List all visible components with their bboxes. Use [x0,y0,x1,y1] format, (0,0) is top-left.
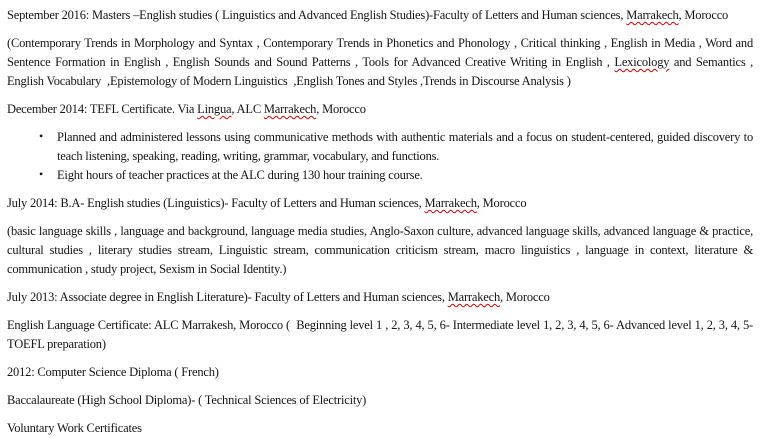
misspelled-word: Marrakech [626,8,679,22]
text-run: , ALC [231,102,264,116]
paragraph [7,194,753,213]
text-run: Baccalaureate (High School Diploma)- ( Technical Sciences of Electricity) [7,393,367,407]
paragraph [7,288,753,307]
text-run: , Morocco [316,102,366,116]
paragraph [7,316,753,354]
text-run: English Language Certificate: ALC Marrakesh, Morocco ( Beginning level 1 , 2, 3, 4, 5, 6- Intermediate level 1, 2, 3, 4, 5, 6- Advanced level 1, 2, 3, 4, 5- TOEFL preparation) [7,318,753,351]
misspelled-word: Lingua [197,102,232,116]
text-run: Eight hours of teacher practices at the ALC during 130 hour training course. [57,168,423,182]
text-run: (Contemporary Trends in Morphology and Syntax , Contemporary Trends in Phonetics and Phonology , Critical thinking , English in Media , Word and Sentence Formation in English , English Sounds and Sound Patterns , Tools for Advanced Creative Writing in English , [7,36,753,69]
text-run: 2012: Computer Science Diploma ( French) [7,365,219,379]
paragraph [7,363,753,382]
text-run: Voluntary Work Certificates [7,421,142,435]
paragraph [7,391,753,410]
bullet-icon: • [39,129,44,143]
misspelled-word: Marrakech [424,196,477,210]
text-run: December 2014: TEFL Certificate. Via [7,102,198,116]
text-run: , Morocco [678,8,729,22]
list-item [7,128,753,166]
bullet-icon: • [39,167,44,181]
paragraph [7,34,753,91]
bullet-list [7,128,753,185]
text-run: September 2016: Masters –English studies ( Linguistics and Advanced English Studies)-Faculty of Letters and Human sciences, [7,8,627,22]
misspelled-word: Marrakech [447,290,501,304]
text-run: , Morocco [500,290,550,304]
text-run: , Morocco [476,196,527,210]
paragraph [7,6,753,25]
misspelled-word: Marrakech [263,102,317,116]
text-run: (basic language skills , language and background, language media studies, Anglo-Saxon culture, advanced language skills, advanced language & practice, cultural studies , literary studies stream, Linguistic stream, communication criticism stream, macro linguistics , language in context, literature & communication , study project, Sexism in Social Identity.) [7,224,753,276]
text-run: July 2014: B.A- English studies (Linguistics)- Faculty of Letters and Human sciences, [7,196,425,210]
paragraph [7,222,753,279]
list-item [7,166,753,185]
text-run: July 2013: Associate degree in English Literature)- Faculty of Letters and Human sciences, [7,290,448,304]
paragraph [7,100,753,119]
text-run: and Semantics , English Vocabulary ,Epistemology of Modern Linguistics ,English Tones and Styles ,Trends in Discourse Analysis ) [7,55,753,88]
misspelled-word: Lexicology [614,55,670,69]
paragraph [7,419,753,438]
text-run: Planned and administered lessons using communicative methods with authentic materials and a focus on student-centered, guided discovery to teach listening, speaking, reading, writing, grammar, vocabulary, and functions. [57,130,753,163]
